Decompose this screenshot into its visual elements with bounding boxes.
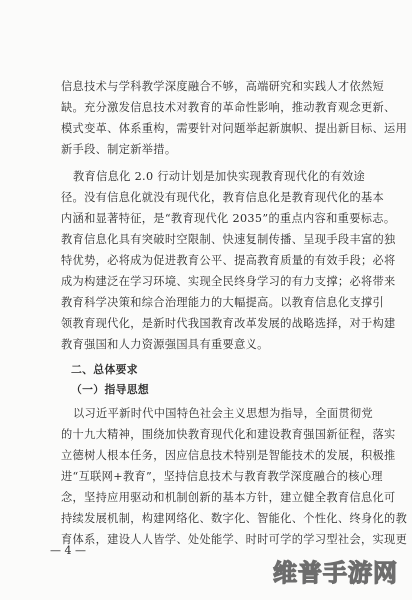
text-line: 进“互联网+教育”，坚持信息技术与教育教学深度融合的核心理 <box>61 470 383 483</box>
text-line: 持续发展机制，构建网络化、数字化、智能化、个性化、终身化的教 <box>61 512 408 525</box>
paragraph-first-line: 以习近平新时代中国特色社会主义思想为指导，全面贯彻党 <box>73 407 373 420</box>
subsection-heading: （一）指导思想 <box>71 383 150 396</box>
text-line: 信息技术与学科教学深度融合不够，高端研究和实践人才依然短 <box>61 80 385 93</box>
section-heading: 二、总体要求 <box>71 363 138 376</box>
text-line: 模式变革、体系重构，需要针对问题举起新旗帜、提出新目标、运用 <box>61 122 408 135</box>
text-line: 育体系，建设人人皆学、处处能学、时时可学的学习型社会，实现更 <box>61 533 408 546</box>
text-line: 径。没有信息化就没有现代化，教育信息化是教育现代化的基本 <box>61 191 385 204</box>
text-line: 特优势，必将成为促进教育公平、提高教育质量的有效手段；必将 <box>61 254 396 267</box>
text-line: 缺。充分激发信息技术对教育的革命性影响，推动教育观念更新、 <box>61 101 396 114</box>
paragraph-first-line: 教育信息化 2.0 行动计划是加快实现教育现代化的有效途 <box>73 170 366 183</box>
text-line: 领教育现代化，是新时代我国教育改革发展的战略选择，对于构建 <box>61 317 396 330</box>
text-line: 新手段、制定新举措。 <box>61 143 177 156</box>
text-line: 立德树人根本任务，因应信息技术特别是智能技术的发展，积极推 <box>61 449 396 462</box>
text-line: 念，坚持应用驱动和机制创新的基本方针，建立健全教育信息化可 <box>61 491 396 504</box>
page-number: — 4 — <box>50 544 86 557</box>
text-line: 教育信息化具有突破时空限制、快速复制传播、呈现手段丰富的独 <box>61 233 396 246</box>
text-line: 成为构建泛在学习环境、实现全民终身学习的有力支撑；必将带来 <box>61 275 396 288</box>
text-line: 教育科学决策和综合治理能力的大幅提高。以教育信息化支撑引 <box>61 296 385 309</box>
watermark-logo: 维普手游网 <box>273 559 398 587</box>
text-line: 教育强国和人力资源强国具有重要意义。 <box>61 338 269 351</box>
text-line: 的十九大精神，围绕加快教育现代化和建设教育强国新征程，落实 <box>61 428 396 441</box>
text-line: 内涵和显著特征，是“教育现代化 2035”的重点内容和重要标志。 <box>61 212 396 225</box>
